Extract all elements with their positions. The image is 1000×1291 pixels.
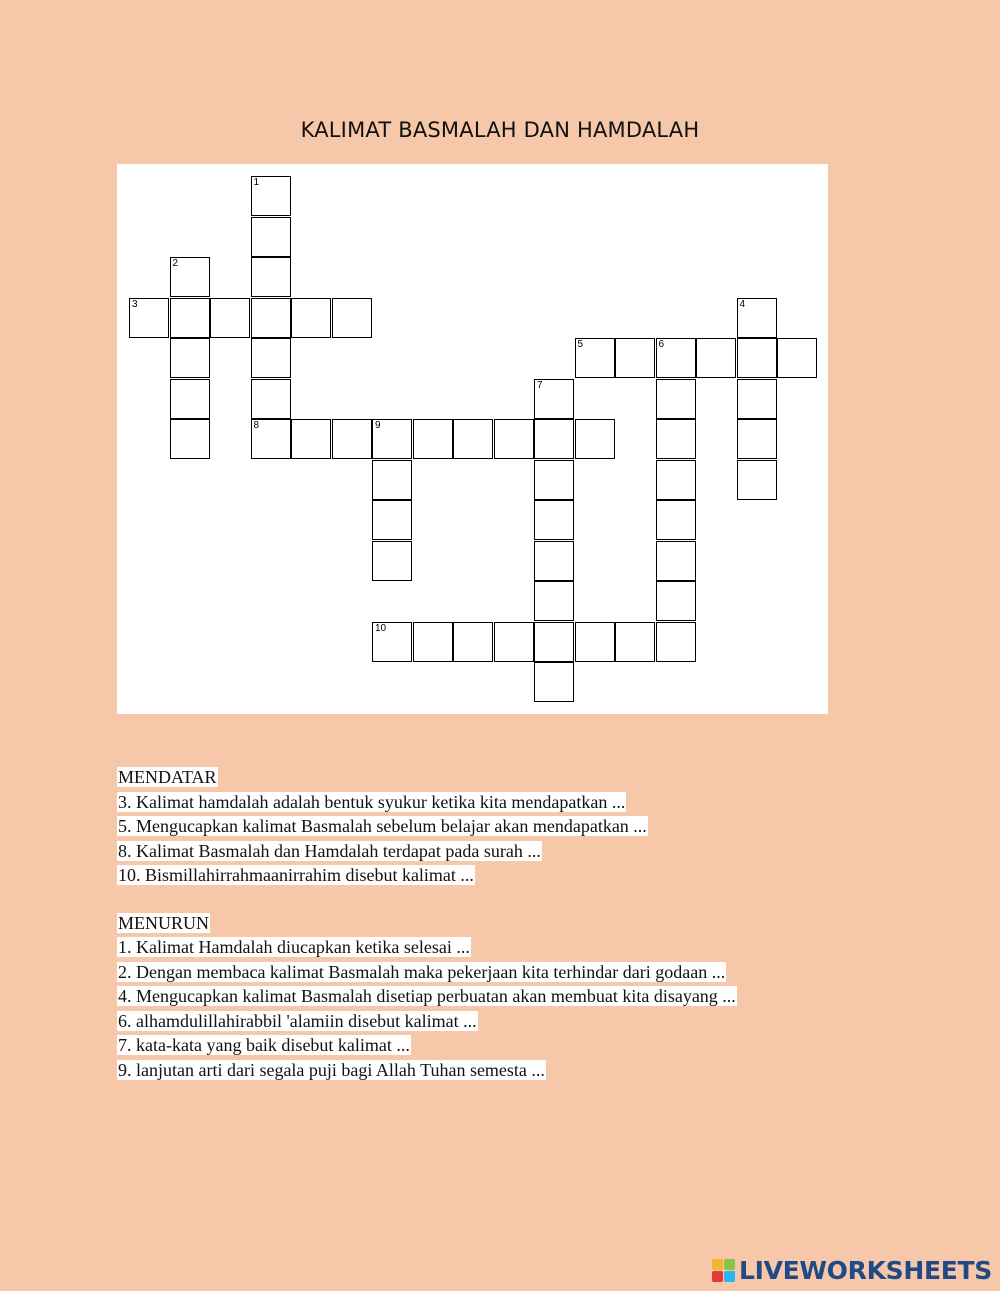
crossword-cell[interactable] [615,622,655,662]
crossword-cell-input[interactable] [738,339,776,377]
down-clue-4: 4. Mengucapkan kalimat Basmalah disetiap perbuatan akan membuat kita disayang ... [118,986,736,1006]
crossword-cell[interactable] [251,176,291,216]
crossword-cell-input[interactable] [657,461,695,499]
crossword-cell[interactable] [453,419,493,459]
across-clue-8: 8. Kalimat Basmalah dan Hamdalah terdapat pada surah ... [118,840,541,861]
crossword-cell[interactable] [534,419,574,459]
crossword-cell[interactable] [413,419,453,459]
crossword-cell[interactable] [129,298,169,338]
crossword-cell-input[interactable] [657,380,695,418]
crossword-cell[interactable] [372,460,412,500]
crossword-cell-input[interactable] [252,218,290,256]
crossword-cell[interactable] [575,419,615,459]
clue-number: 3 [132,298,138,310]
crossword-cell-input[interactable] [454,623,492,661]
crossword-cell-input[interactable] [373,420,411,458]
crossword-cell-input[interactable] [414,623,452,661]
crossword-cell-input[interactable] [535,461,573,499]
crossword-cell-input[interactable] [373,501,411,539]
crossword-cell-input[interactable] [373,623,411,661]
crossword-cell[interactable] [332,298,372,338]
across-clue-10: 10. Bismillahirrahmaanirrahim disebut kalimat ... [118,865,474,885]
across-clue-5: 5. Mengucapkan kalimat Basmalah sebelum belajar akan mendapatkan ... [118,816,647,836]
crossword-cell[interactable] [170,257,210,297]
crossword-cell[interactable] [575,622,615,662]
crossword-cell[interactable] [534,662,574,702]
crossword-cell-input[interactable] [414,420,452,458]
crossword-cell[interactable] [777,338,817,378]
clue-number: 10 [375,622,387,634]
logo-mark-tile [724,1259,735,1270]
crossword-cell[interactable] [210,298,250,338]
crossword-cell-input[interactable] [778,339,816,377]
crossword-cell[interactable] [656,541,696,581]
crossword-cell-input[interactable] [657,501,695,539]
crossword-cell[interactable] [372,541,412,581]
crossword-cell-input[interactable] [171,258,209,296]
crossword-cell-input[interactable] [333,420,371,458]
down-clue-7: 7. kata-kata yang baik disebut kalimat ... [118,1035,410,1055]
crossword-cell[interactable] [251,338,291,378]
crossword-cell[interactable] [696,338,736,378]
crossword-cell[interactable] [251,298,291,338]
crossword-cell[interactable] [656,379,696,419]
crossword-cell-input[interactable] [535,420,573,458]
clue-number: 9 [375,420,381,431]
crossword-cell-input[interactable] [171,380,209,418]
crossword-cell[interactable] [656,581,696,621]
crossword-cell-input[interactable] [171,339,209,377]
clue-number: 7 [537,379,543,391]
crossword-cell-input[interactable] [495,420,533,458]
crossword-cell-input[interactable] [535,582,573,620]
crossword-cell-input[interactable] [616,623,654,661]
clue-number: 8 [253,420,260,431]
crossword-cell[interactable] [372,419,412,459]
crossword-cell[interactable] [656,500,696,540]
clue-number: 1 [253,177,260,188]
clue-number: 5 [577,339,584,350]
crossword-cell[interactable] [534,581,574,621]
crossword-cell[interactable] [656,622,696,662]
crossword-cell[interactable] [534,622,574,662]
crossword-cell[interactable] [170,419,210,459]
liveworksheets-logo [712,1255,992,1285]
crossword-cell-input[interactable] [373,461,411,499]
crossword-cell-input[interactable] [130,299,168,337]
crossword-cell-input[interactable] [171,420,209,458]
crossword-cell[interactable] [453,622,493,662]
crossword-cell[interactable] [534,500,574,540]
clue-number: 2 [172,258,179,269]
clue-number: 4 [739,298,746,310]
crossword-cell-input[interactable] [657,582,695,620]
crossword-cell-input[interactable] [535,501,573,539]
clues-section [117,765,737,1082]
logo-mark-tile [712,1259,723,1270]
crossword-cell[interactable] [494,622,534,662]
clue-number: 6 [658,339,665,350]
crossword-cell-input[interactable] [738,299,776,337]
crossword-cell-input[interactable] [535,380,573,418]
logo-mark-tile [724,1271,735,1282]
crossword-cell-input[interactable] [738,420,776,458]
crossword-cell[interactable] [413,622,453,662]
crossword-cell-input[interactable] [535,663,573,701]
crossword-cell[interactable] [656,338,696,378]
crossword-cell-input[interactable] [495,623,533,661]
crossword-cell-input[interactable] [373,542,411,580]
liveworksheets-logo-icon [712,1259,735,1282]
worksheet-title: KALIMAT BASMALAH DAN HAMDALAH [300,118,700,142]
crossword-cell-input[interactable] [697,339,735,377]
crossword-cell-input[interactable] [535,542,573,580]
crossword-cell-input[interactable] [616,339,654,377]
crossword-cell-input[interactable] [657,339,695,377]
crossword-cell[interactable] [737,379,777,419]
down-clue-6: 6. alhamdulillahirabbil 'alamiin disebut kalimat ... [118,1010,477,1031]
crossword-cell[interactable] [372,500,412,540]
crossword-cell-input[interactable] [211,299,249,337]
crossword-cell-input[interactable] [252,339,290,377]
crossword-cell-input[interactable] [657,542,695,580]
crossword-cell[interactable] [615,338,655,378]
crossword-cell-input[interactable] [252,380,290,418]
crossword-cell-input[interactable] [576,623,614,661]
crossword-cell-input[interactable] [252,299,290,337]
crossword-cell[interactable] [656,460,696,500]
crossword-cell-input[interactable] [333,299,371,337]
crossword-cell-input[interactable] [171,299,209,337]
crossword-cell-input[interactable] [292,420,330,458]
down-clue-2: 2. Dengan membaca kalimat Basmalah maka pekerjaan kita terhindar dari godaan ... [118,961,726,982]
logo-text: LIVEWORKSHEETS [738,1255,992,1285]
crossword-cell[interactable] [737,338,777,378]
crossword-cell[interactable] [494,419,534,459]
down-clue-9: 9. lanjutan arti dari segala puji bagi Allah Tuhan semesta ... [118,1059,545,1080]
crossword-cell-input[interactable] [657,623,695,661]
crossword-cell[interactable] [291,419,331,459]
crossword-cell-input[interactable] [657,420,695,458]
down-clue-1: 1. Kalimat Hamdalah diucapkan ketika selesai ... [118,937,470,957]
crossword-cell[interactable] [737,298,777,338]
crossword-cell[interactable] [534,460,574,500]
crossword-cell[interactable] [737,419,777,459]
crossword-cell[interactable] [372,622,412,662]
crossword-cell-input[interactable] [576,339,614,377]
logo-mark-tile [712,1271,723,1282]
crossword-cell-input[interactable] [454,420,492,458]
crossword-cell-input[interactable] [252,258,290,296]
crossword-cell[interactable] [332,419,372,459]
crossword-cell[interactable] [251,257,291,297]
crossword-cell[interactable] [534,541,574,581]
crossword-cell-input[interactable] [576,420,614,458]
crossword-cell[interactable] [291,298,331,338]
down-heading: MENURUN [118,912,210,933]
crossword-cell-input[interactable] [252,177,290,215]
crossword-cell[interactable] [170,338,210,378]
crossword-cell[interactable] [170,379,210,419]
crossword-cell-input[interactable] [738,461,776,499]
crossword-cell-input[interactable] [252,420,290,458]
crossword-cell-input[interactable] [738,380,776,418]
crossword-cell[interactable] [251,379,291,419]
crossword-cell[interactable] [575,338,615,378]
across-heading: MENDATAR [118,767,217,787]
crossword-cell[interactable] [251,419,291,459]
crossword-cell[interactable] [656,419,696,459]
crossword-grid [117,164,828,714]
crossword-cell-input[interactable] [292,299,330,337]
crossword-cell[interactable] [251,217,291,257]
crossword-cell[interactable] [534,379,574,419]
crossword-cell[interactable] [737,460,777,500]
across-clue-3: 3. Kalimat hamdalah adalah bentuk syukur ketika kita mendapatkan ... [118,791,626,812]
crossword-cell[interactable] [170,298,210,338]
crossword-cell-input[interactable] [535,623,573,661]
